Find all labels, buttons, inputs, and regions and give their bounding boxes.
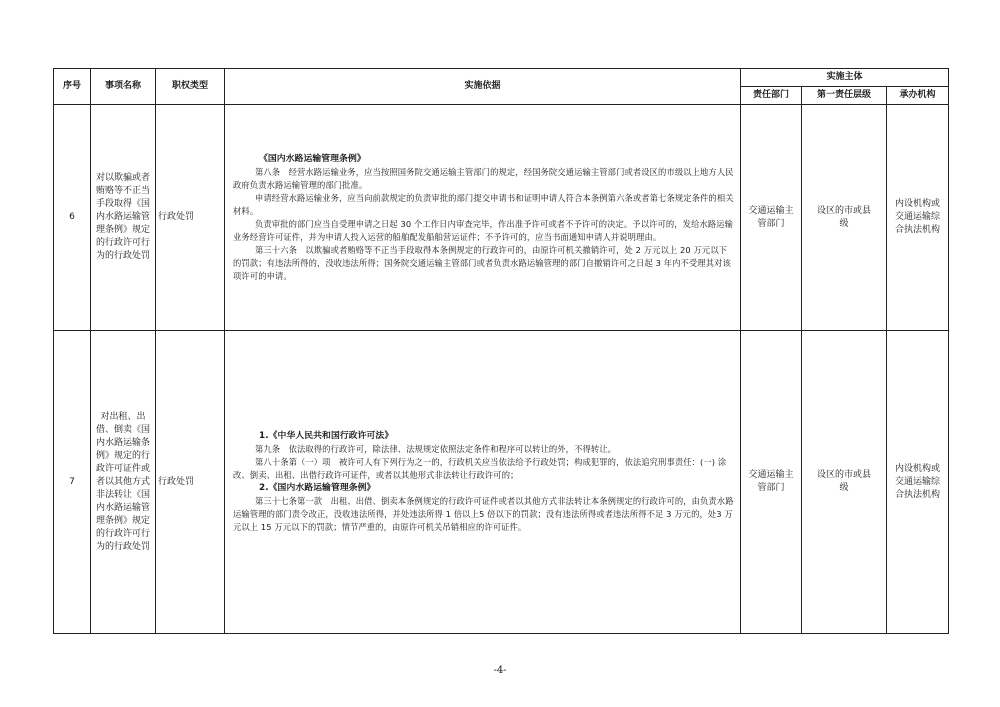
header-item-name: 事项名称 xyxy=(91,69,156,105)
basis-paragraph: 第八十条第（一）项 被许可人有下列行为之一的，行政机关应当依法给予行政处罚；构成犯罪的，依法追究刑事责任：(一) 涂改、倒卖、出租、出借行政许可证件，或者以其他形式非法转让行政许可的； xyxy=(233,457,727,480)
row-item-name: 对出租、出借、倒卖《国内水路运输条例》规定的行政许可证件或者以其他方式非法转让《国内水路运输管理条例》规定的行政许可行为的行政处罚 xyxy=(91,331,156,634)
row-power-type: 行政处罚 xyxy=(156,331,225,634)
row-agency: 内设机构或交通运输综合执法机构 xyxy=(887,331,949,634)
header-seq: 序号 xyxy=(54,69,91,105)
basis-paragraph: 申请经营水路运输业务，应当向前款规定的负责审批的部门提交申请书和证明申请人符合本条例第六条或者第七条规定条件的相关材料。 xyxy=(233,192,734,216)
enforcement-table xyxy=(53,68,949,634)
row-agency: 内设机构或交通运输综合执法机构 xyxy=(887,105,949,331)
header-agency: 承办机构 xyxy=(887,87,949,105)
row-power-type: 行政处罚 xyxy=(156,105,225,331)
row-basis xyxy=(225,105,741,331)
header-dept: 责任部门 xyxy=(741,87,802,105)
law-title: 2.《国内水路运输管理条例》 xyxy=(259,483,376,493)
row-basis xyxy=(225,331,741,634)
basis-paragraph: 第三十七条第一款 出租、出借、倒卖本条例规定的行政许可证件或者以其他方式非法转让本条例规定的行政许可的，由负责水路运输管理的部门责令改正，没收违法所得，并处违法所得 1 倍以上5 倍以下的罚款；没有违法所得或者违法所得不足 3 万元的，处3 万元以上 15 万元以下的罚款；情节严重的，由原许可机关吊销相应的许可证件。 xyxy=(233,496,734,532)
row-seq: 6 xyxy=(54,105,91,331)
law-title: 1.《中华人民共和国行政许可法》 xyxy=(259,431,394,441)
row-item-name: 对以欺骗或者贿赂等不正当手段取得《国内水路运输管理条例》规定的行政许可行为的行政处罚 xyxy=(91,105,156,331)
basis-paragraph: 第三十六条 以欺骗或者贿赂等不正当手段取得本条例规定的行政许可的，由原许可机关撤销许可，处 2 万元以上 20 万元以下的罚款；有违法所得的，没收违法所得；国务院交通运输主管部门或者负责水路运输管理的部门自撤销许可之日起 3 年内不受理其对该项许可的申请。 xyxy=(233,244,731,281)
page-number: -4- xyxy=(493,665,507,676)
header-subject: 实施主体 xyxy=(741,69,949,87)
row-dept: 交通运输主管部门 xyxy=(741,331,802,634)
header-power-type: 职权类型 xyxy=(156,69,225,105)
table-row xyxy=(54,105,949,331)
basis-paragraph: 负责审批的部门应当自受理申请之日起 30 个工作日内审查完毕，作出准予许可或者不予许可的决定。予以许可的，发给水路运输业务经营许可证件，并为申请人投入运营的船舶配发船舶营运证件；不予许可的，应当书面通知申请人并说明理由。 xyxy=(233,218,734,242)
basis-paragraph: 第八条 经营水路运输业务，应当按照国务院交通运输主管部门的规定，经国务院交通运输主管部门或者设区的市级以上地方人民政府负责水路运输管理的部门批准。 xyxy=(233,166,734,190)
basis-paragraph: 第九条 依法取得的行政许可，除法律、法规规定依照法定条件和程序可以转让的外，不得转让。 xyxy=(255,444,617,454)
law-title: 《国内水路运输管理条例》 xyxy=(259,153,366,164)
table-row xyxy=(54,331,949,634)
row-level: 设区的市或县级 xyxy=(802,105,887,331)
row-level: 设区的市或县级 xyxy=(802,331,887,634)
row-dept: 交通运输主管部门 xyxy=(741,105,802,331)
row-seq: 7 xyxy=(54,331,91,634)
header-basis: 实施依据 xyxy=(225,69,741,105)
header-level: 第一责任层级 xyxy=(802,87,887,105)
